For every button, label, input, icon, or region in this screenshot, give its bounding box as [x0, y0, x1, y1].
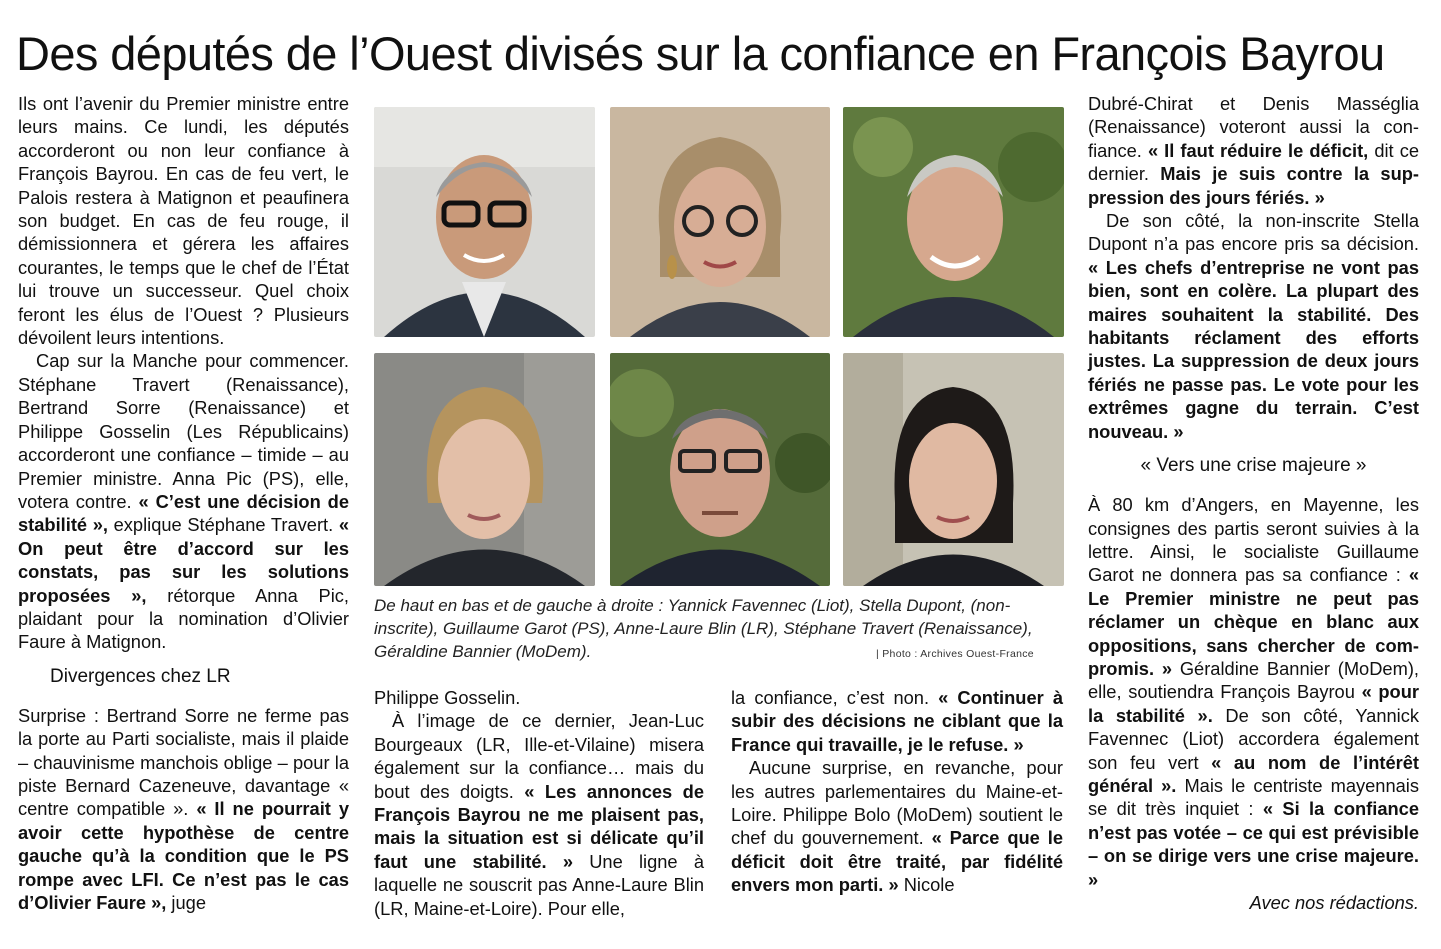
text-run: la confiance, c’est non.: [731, 687, 939, 708]
quote: « On peut être d’accord sur les constats, pas sur les solutions proposées »,: [18, 514, 349, 606]
text-run: Aucune surprise, en revanche, pour les autres parlementaires du Maine-et-Loire. Philippe Bolo (MoDem) soutient le chef du gouvernement.: [731, 757, 1063, 849]
text-run: dit ce dernier.: [1088, 139, 1419, 185]
quote: « au nom de l’intérêt général ».: [1088, 751, 1419, 796]
paragraph: [1088, 92, 1419, 209]
paragraph: [1088, 209, 1419, 443]
quote: « Parce que le déficit doit être traité, par fidélité envers mon parti. »: [731, 827, 1064, 896]
quote: « Les annonces de François Bayrou ne me plaisent pas, mais la situation est si délicate qu’il faut une stabilité. »: [374, 780, 705, 872]
text-run: juge: [166, 892, 206, 913]
photo-yannick-favennec: [374, 107, 595, 337]
quote: « Il ne pourrait y avoir cette hypothèse de centre gauche qu’à la condition que le PS rompe avec LFI. Ce n’est pas le cas d’Olivier Faure »,: [18, 798, 349, 913]
signoff: Avec nos rédactions.: [1249, 892, 1419, 913]
quote: « C’est une décision de stabilité »,: [18, 490, 350, 536]
text-run: rétorque Anna Pic, plaidant pour la nomination d’Olivier Faure à Matignon.: [18, 584, 349, 653]
photo-geraldine-bannier: [843, 353, 1064, 586]
subheading: Divergences chez LR: [50, 665, 231, 687]
text-run: explique Stéphane Travert.: [107, 514, 339, 536]
paragraph: [18, 704, 349, 915]
photo-caption: De haut en bas et de gauche à droite : Yannick Favennec (Liot), Stella Dupont, (non-inscrite), Guillaume Garot (PS), Anne-Laure Blin (LR), Stéphane Travert (Renaissance), Géraldine Bannier (MoDem).: [374, 596, 1033, 661]
photo-stephane-travert: [610, 353, 830, 586]
quote: « Le Premier ministre ne peut pas réclamer un chèque en blanc aux oppositions, sans chercher de compromis. »: [1088, 564, 1419, 679]
photo-credit: | Photo : Archives Ouest-France: [876, 648, 1034, 660]
quote: Mais je suis contre la suppression des jours fériés. »: [1088, 163, 1420, 208]
text-run: Mais le centriste mayennais se dit très inquiet :: [1088, 774, 1419, 820]
text-run: Une ligne à laquelle ne souscrit pas Anne-Laure Blin (LR, Maine-et-Loire). Pour elle,: [374, 850, 704, 919]
text-run: De son côté, Yannick Favennec (Liot) accordera également son feu vert: [1088, 704, 1419, 773]
text-run: Nicole: [898, 874, 955, 896]
text-run: Dubré-Chirat et Denis Masséglia (Renaissance) voteront aussi la confiance.: [1088, 93, 1419, 161]
headline: Des députés de l’Ouest divisés sur la confiance en François Bayrou: [16, 27, 1385, 80]
article-column-3: [731, 686, 1063, 897]
text-run: De son côté, la non-inscrite Stella Dupont n’a pas encore pris sa décision.: [1088, 210, 1419, 255]
photo-grid: [374, 107, 1064, 587]
article-column-2: [374, 686, 704, 920]
paragraph: [18, 349, 349, 653]
quote: « Si la confiance n’est pas votée – ce qui est prévisible – on se dirige vers une crise majeure. »: [1088, 798, 1419, 890]
quote: « Il faut réduire le déficit,: [1147, 139, 1369, 161]
paragraph: Ils ont l’avenir du Premier ministre entre leurs mains. Ce lundi, les députés accorderont ou non leur confiance à François Bayrou. En cas de feu vert, le Palois restera à Matignon et peaufinera son budget. En cas de feu rouge, il démissionnera et gérera les affaires courantes, le temps que le chef de l’État lui trouve un successeur. Quel choix feront les élus de l’Ouest ? Plusieurs dévoilent leurs intentions.: [18, 93, 349, 349]
text-run: À 80 km d’Angers, en Mayenne, les consignes des partis seront suivies à la lettre. Ainsi, le socialiste Guillaume Garot ne donnera pas sa confiance :: [1088, 494, 1419, 586]
quote: « pour la stabilité ».: [1088, 681, 1419, 726]
article-column-1: [18, 92, 349, 914]
paragraph: [731, 686, 1063, 756]
paragraph: [1088, 493, 1419, 891]
paragraph: Philippe Gosselin.: [374, 687, 521, 708]
text-run: Cap sur la Manche pour commencer. Stéphane Travert (Renaissance), Bertrand Sorre (Renaissance) et Philippe Gosselin (Les Républicains) accorderont une confiance – timide – au Premier ministre. Anna Pic (PS), elle, votera contre.: [18, 350, 349, 512]
subheading: « Vers une crise majeure »: [1140, 455, 1367, 477]
paragraph: [374, 709, 704, 920]
text-run: Surprise : Bertrand Sorre ne ferme pas la porte au Parti socialiste, mais il plaide – chauvinisme manchois oblige – pour la piste Bernard Cazeneuve, davantage « centre compatible ».: [18, 704, 349, 820]
quote: « Les chefs d’entreprise ne vont pas bien, sont en colère. La plupart des maires souhaitent la stabilité. Des habitants réclament des efforts justes. La suppression de deux jours fériés ne passe pas. Le vote pour les extrêmes gagne du terrain. C’est nouveau. »: [1088, 256, 1419, 442]
text-run: À l’image de ce dernier, Jean-Luc Bourgeaux (LR, Ille-et-Vilaine) misera également sur la confiance… mais du bout des doigts.: [374, 710, 704, 802]
paragraph: [731, 756, 1063, 896]
quote: « Continuer à subir des décisions ne ciblant que la France qui travaille, je le refuse. »: [731, 687, 1063, 755]
photo-anne-laure-blin: [374, 353, 595, 586]
photo-stella-dupont: [610, 107, 830, 337]
text-run: Géraldine Bannier (MoDem), elle, soutiendra François Bayrou: [1088, 657, 1419, 703]
article-column-4: [1088, 92, 1419, 914]
photo-guillaume-garot: [843, 107, 1064, 337]
